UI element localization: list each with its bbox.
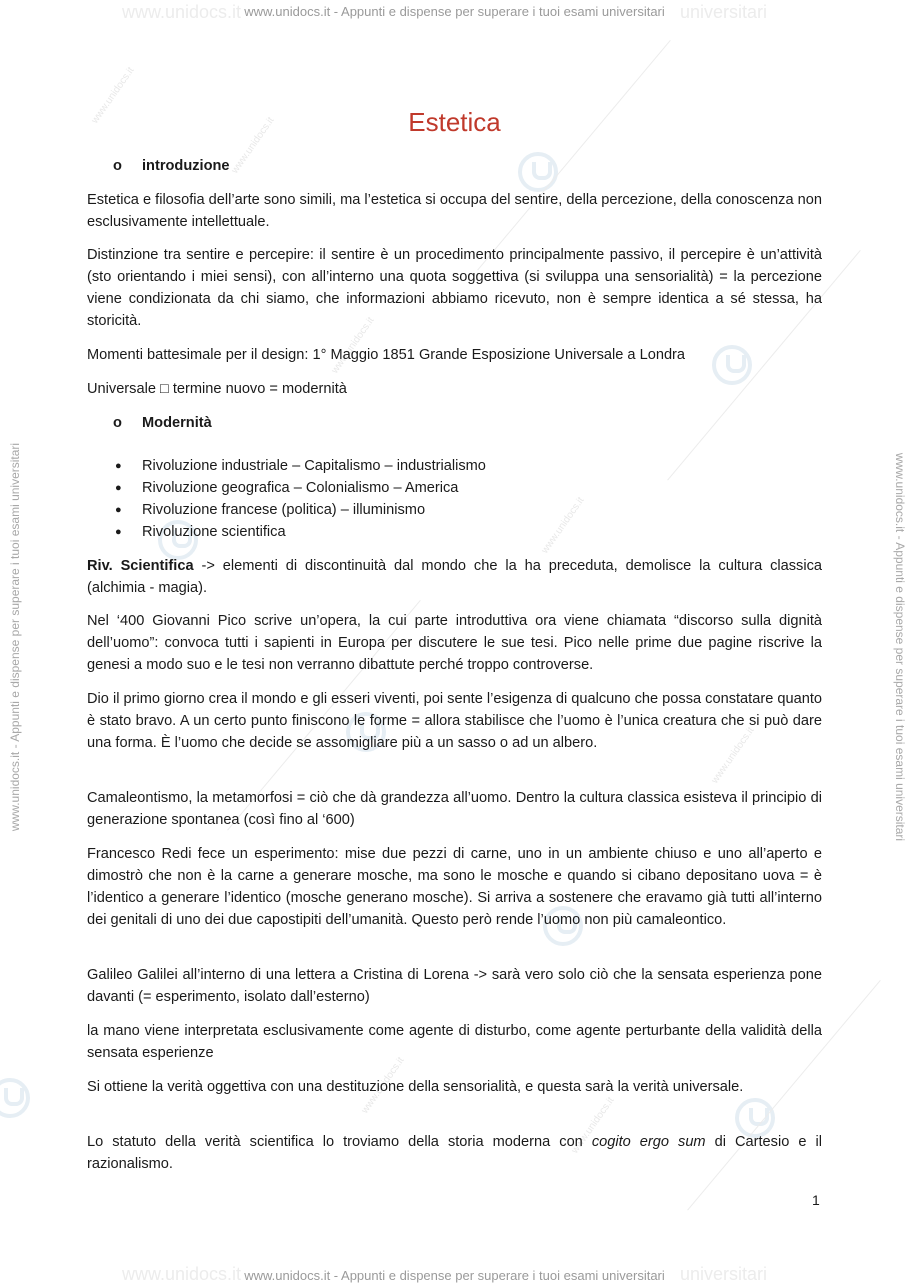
paragraph: Dio il primo giorno crea il mondo e gli esseri viventi, poi sente l’esigenza di qualcuno che possa constatare quanto è stato bravo. A un certo punto finiscono le forme = allora stabilisce che l’uomo è l’unica creatura che si può dare una forma. È l’uomo che decide se assomigliare più a un sasso o ad un albero. <box>87 691 822 751</box>
paragraph: Momenti battesimale per il design: 1° Maggio 1851 Grande Esposizione Universale a Londra <box>87 347 686 363</box>
paragraph: Galileo Galilei all’interno di una lettera a Cristina di Lorena -> sarà vero solo ciò che la sensata esperienza pone davanti (= esperimento, isolato dall’esterno) <box>87 967 822 1005</box>
bold-term: Riv. Scientifica <box>87 558 194 574</box>
paragraph: la mano viene interpretata esclusivamente come agente di disturbo, come agente perturbante della validità della sensata esperienze <box>87 1023 822 1061</box>
watermark-bottom: www.unidocs.it - Appunti e dispense per superare i tuoi esami universitari <box>244 1268 665 1283</box>
bullet-icon: ● <box>115 482 122 494</box>
section-heading-modernita <box>113 412 212 434</box>
bullet-icon: ● <box>115 460 122 472</box>
watermark-diagonal: www.unidocs.it <box>359 1055 407 1116</box>
watermark-diagonal: www.unidocs.it <box>329 315 377 376</box>
watermark-diagonal: www.unidocs.it <box>89 65 137 126</box>
watermark-diagonal: www.unidocs.it <box>539 495 587 556</box>
paragraph: Francesco Redi fece un esperimento: mise due pezzi di carne, uno in un ambiente chiuso e uno all’aperto e dimostrò che non è la carne a generare mosche, ma sono le mosche e quando si cibano depositano uova = è l’identico a generare l’identico (mosche generano mosche). Si arriva a sostenere che eravamo già tutti all’interno dei genitali di uno dei due capostipiti dell’umanità. Questo però rende l’uomo non più camaleontico. <box>87 846 822 928</box>
paragraph: Camaleontismo, la metamorfosi = ciò che dà grandezza all’uomo. Dentro la cultura classica esisteva il principio di generazione spontanea (così fino al ‘600) <box>87 790 822 828</box>
paragraph <box>87 555 822 599</box>
list-item-text: Rivoluzione geografica – Colonialismo – America <box>142 480 459 496</box>
watermark-diagonal: www.unidocs.it <box>229 115 277 176</box>
paragraph-text: -> elementi di discontinuità dal mondo che la ha preceduta, demolisce la cultura classica (alchimia - magia). <box>87 558 823 596</box>
section-heading-introduzione <box>113 155 230 177</box>
paragraph: Si ottiene la verità oggettiva con una destituzione della sensorialità, e questa sarà la verità universale. <box>87 1079 744 1095</box>
heading-label: introduzione <box>142 158 230 174</box>
paragraph: Nel ‘400 Giovanni Pico scrive un’opera, la cui parte introduttiva ora viene chiamata “discorso sulla dignità dell’uomo”: convoca tutti i sapienti in Europa per discutere le sue tesi. Pico nelle prime due pagine riscrive la genesi a modo suo e le tesi non verranno dibattute perché troppo controverse. <box>87 613 822 673</box>
list-item-text: Rivoluzione industriale – Capitalismo – industrialismo <box>142 458 486 474</box>
document-title: Estetica <box>408 107 501 137</box>
watermark-top: www.unidocs.it - Appunti e dispense per superare i tuoi esami universitari <box>244 4 665 19</box>
list-item <box>113 521 486 543</box>
watermark-ghost-left: www.unidocs.it <box>122 2 242 22</box>
bullet-icon: ● <box>115 526 122 538</box>
heading-marker: o <box>113 415 122 431</box>
paragraph: Distinzione tra sentire e percepire: il sentire è un procedimento principalmente passivo, il percepire è un’attività (sto orientando i miei sensi), con all’interno una quota soggettiva (si sviluppa una sensorialità) = la percezione viene condizionata da chi siamo, che informazioni abbiamo ricevuto, non è sempre identica a sé stessa, ha storicità. <box>87 247 822 329</box>
list-item <box>113 499 486 521</box>
list-item-text: Rivoluzione scientifica <box>142 524 286 540</box>
list-item-text: Rivoluzione francese (politica) – illuminismo <box>142 502 426 518</box>
paragraph-text: Lo statuto della verità scientifica lo troviamo della storia moderna con <box>87 1134 592 1150</box>
italic-term: cogito ergo sum <box>591 1134 706 1150</box>
list-item <box>113 477 486 499</box>
watermark-line <box>477 40 671 270</box>
paragraph <box>87 1131 822 1175</box>
paragraph: Universale □ termine nuovo = modernità <box>87 381 347 397</box>
watermark-side-right: www.unidocs.it - Appunti e dispense per superare i tuoi esami universitari <box>893 452 907 842</box>
list-item <box>113 455 486 477</box>
watermark-ghost-right: universitari <box>680 2 768 22</box>
watermark-logo-icon <box>0 1078 30 1118</box>
watermark-ghost-bottom-left: www.unidocs.it <box>122 1264 242 1284</box>
bullet-icon: ● <box>115 504 122 516</box>
paragraph-text: di Cartesio e il razionalismo. <box>87 1134 822 1172</box>
watermark-side-left: www.unidocs.it - Appunti e dispense per superare i tuoi esami universitari <box>8 442 22 832</box>
watermark-diagonal: www.unidocs.it <box>569 1095 617 1156</box>
paragraph: Estetica e filosofia dell’arte sono simili, ma l’estetica si occupa del sentire, della percezione, della conoscenza non esclusivamente intellettuale. <box>87 192 822 230</box>
watermark-logo-icon <box>518 152 558 192</box>
heading-marker: o <box>113 158 122 174</box>
watermark-diagonal: www.unidocs.it <box>709 725 757 786</box>
page-number: 1 <box>812 1192 820 1208</box>
watermark-ghost-bottom-right: universitari <box>680 1264 768 1284</box>
bullet-list <box>113 455 486 543</box>
heading-label: Modernità <box>142 415 212 431</box>
